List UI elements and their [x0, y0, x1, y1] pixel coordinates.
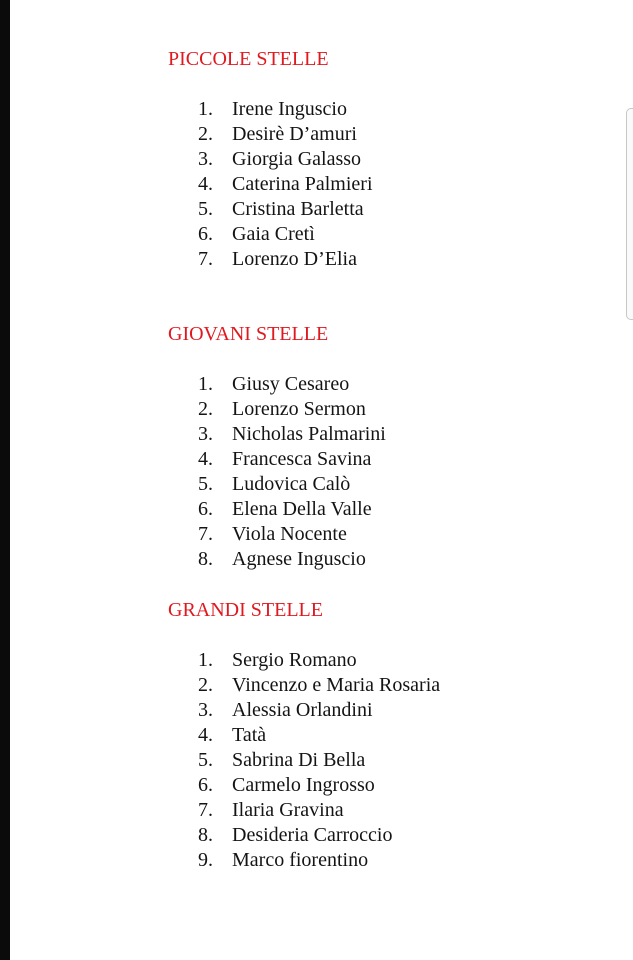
item-name: Ilaria Gravina [232, 799, 344, 821]
item-number: 6. [198, 774, 213, 796]
item-number: 8. [198, 548, 213, 570]
item-number: 4. [198, 724, 213, 746]
item-number: 9. [198, 849, 213, 871]
item-number: 2. [198, 398, 213, 420]
item-name: Lorenzo Sermon [232, 398, 366, 420]
item-name: Cristina Barletta [232, 198, 364, 220]
item-number: 3. [198, 148, 213, 170]
item-name: Giusy Cesareo [232, 373, 350, 395]
item-name: Sergio Romano [232, 649, 357, 671]
item-number: 1. [198, 373, 213, 395]
item-number: 5. [198, 473, 213, 495]
section-title: GRANDI STELLE [168, 599, 323, 621]
item-name: Desirè D’amuri [232, 123, 357, 145]
item-name: Francesca Savina [232, 448, 372, 470]
item-number: 4. [198, 448, 213, 470]
item-name: Carmelo Ingrosso [232, 774, 375, 796]
section-title: PICCOLE STELLE [168, 48, 329, 70]
edge-scroll-handle[interactable] [626, 108, 633, 320]
item-name: Elena Della Valle [232, 498, 372, 520]
item-name: Lorenzo D’Elia [232, 248, 357, 270]
section-title: GIOVANI STELLE [168, 323, 329, 345]
item-name: Desideria Carroccio [232, 824, 393, 846]
item-name: Sabrina Di Bella [232, 749, 366, 771]
item-name: Irene Inguscio [232, 98, 347, 120]
item-number: 5. [198, 749, 213, 771]
item-name: Gaia Cretì [232, 223, 315, 245]
item-number: 2. [198, 674, 213, 696]
item-number: 5. [198, 198, 213, 220]
item-name: Caterina Palmieri [232, 173, 373, 195]
item-name: Viola Nocente [232, 523, 347, 545]
item-name: Ludovica Calò [232, 473, 351, 495]
item-name: Vincenzo e Maria Rosaria [232, 674, 441, 696]
item-number: 7. [198, 799, 213, 821]
item-name: Marco fiorentino [232, 849, 369, 871]
item-number: 7. [198, 248, 213, 270]
item-number: 2. [198, 123, 213, 145]
item-number: 1. [198, 649, 213, 671]
item-name: Tatà [232, 724, 267, 746]
item-name: Alessia Orlandini [232, 699, 373, 721]
item-number: 8. [198, 824, 213, 846]
item-number: 7. [198, 523, 213, 545]
item-number: 6. [198, 223, 213, 245]
item-number: 1. [198, 98, 213, 120]
item-number: 6. [198, 498, 213, 520]
item-number: 3. [198, 699, 213, 721]
item-name: Giorgia Galasso [232, 148, 362, 170]
item-number: 3. [198, 423, 213, 445]
item-name: Nicholas Palmarini [232, 423, 386, 445]
item-number: 4. [198, 173, 213, 195]
item-name: Agnese Inguscio [232, 548, 366, 570]
